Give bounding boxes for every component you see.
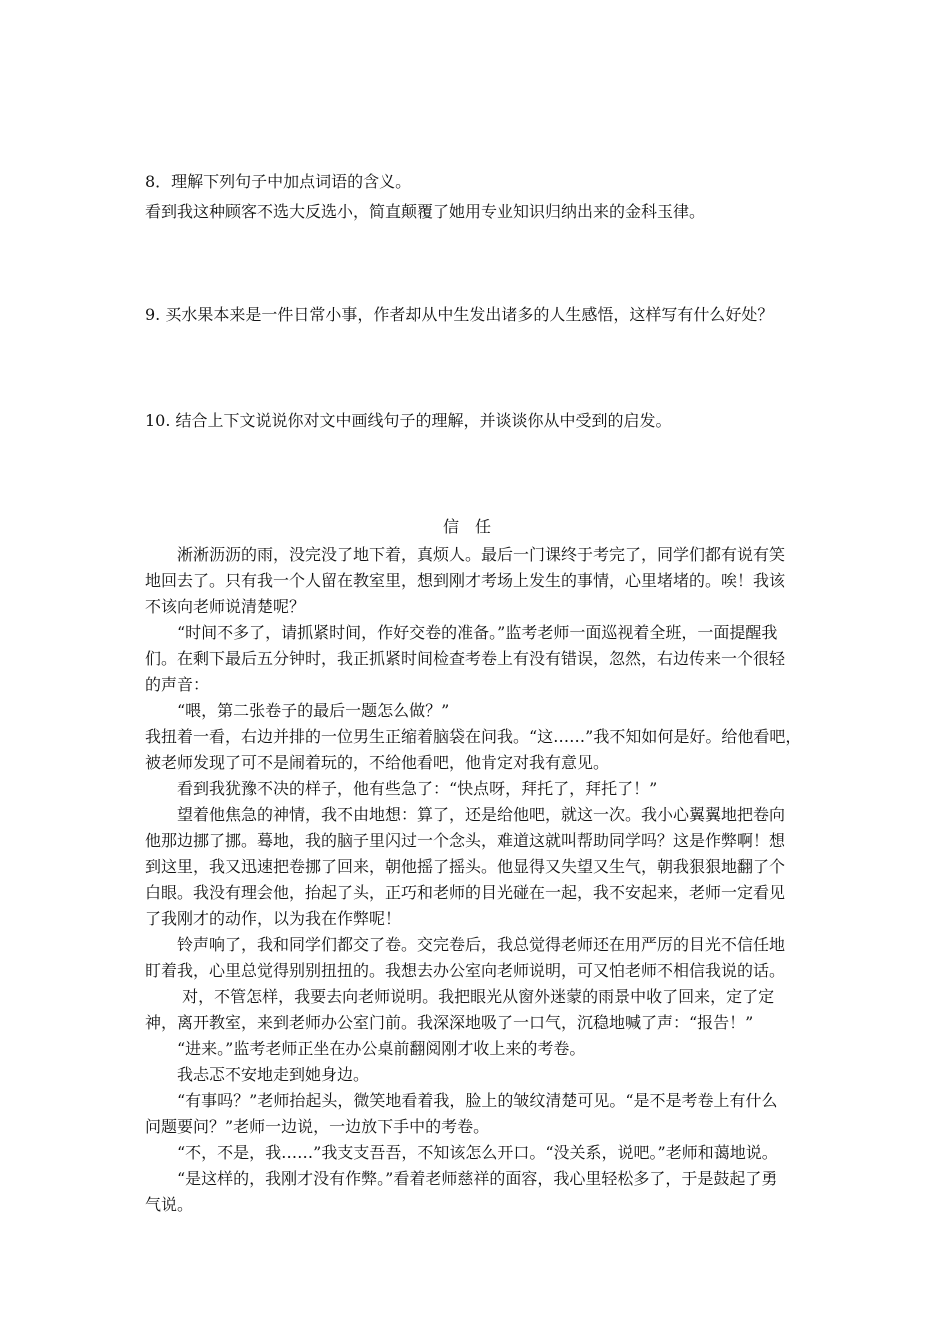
article-line: 盯着我，心里总觉得别别扭扭的。我想去办公室向老师说明，可又怕老师不相信我说的话。	[145, 961, 786, 980]
article-line: “喂，第二张卷子的最后一题怎么做？”	[145, 701, 450, 720]
article-line: 我忐忑不安地走到她身边。	[145, 1065, 370, 1084]
article-line: 白眼。我没有理会他，抬起了头，正巧和老师的目光碰在一起，我不安起来，老师一定看见	[145, 883, 786, 902]
article-line: 到这里，我又迅速把卷挪了回来，朝他摇了摇头。他显得又失望又生气，朝我狠狠地翻了个	[145, 857, 786, 876]
article-line: 他那边挪了挪。蓦地，我的脑子里闪过一个念头，难道这就叫帮助同学吗？这是作弊啊！想	[145, 831, 786, 850]
article-line: 问题要问？”老师一边说，一边放下手中的考卷。	[145, 1117, 490, 1136]
article-line: 望着他焦急的神情，我不由地想：算了，还是给他吧，就这一次。我小心翼翼地把卷向	[145, 805, 786, 824]
article-line: 看到我犹豫不决的样子，他有些急了：“快点呀，拜托了，拜托了！”	[145, 779, 658, 798]
article-line: 不该向老师说清楚呢？	[145, 597, 306, 616]
article-title: 信任	[442, 517, 507, 536]
article-line: 地回去了。只有我一个人留在教室里，想到刚才考场上发生的事情，心里堵堵的。唉！我该	[145, 571, 786, 590]
article-line: 神，离开教室，来到老师办公室门前。我深深地吸了一口气，沉稳地喊了声：“报告！”	[145, 1013, 754, 1032]
article-line: 们。在剩下最后五分钟时，我正抓紧时间检查考卷上有没有错误，忽然，右边传来一个很轻	[145, 649, 786, 668]
article-line: “是这样的，我刚才没有作弊。”看着老师慈祥的面容，我心里轻松多了，于是鼓起了勇	[145, 1169, 778, 1188]
article-line: 淅淅沥沥的雨，没完没了地下着，真烦人。最后一门课终于考完了，同学们都有说有笑	[145, 545, 786, 564]
article-line: 我扭着一看，右边并排的一位男生正缩着脑袋在问我。“这……”我不知如何是好。给他看吧，	[145, 727, 802, 746]
article-line: “有事吗？”老师抬起头，微笑地看着我，脸上的皱纹清楚可见。“是不是考卷上有什么	[145, 1091, 778, 1110]
article-line: 对，不管怎样，我要去向老师说明。我把眼光从窗外迷蒙的雨景中收了回来，定了定	[145, 987, 775, 1006]
article-line: “进来。”监考老师正坐在办公桌前翻阅刚才收上来的考卷。	[145, 1039, 586, 1058]
question-10: 10. 结合上下文说说你对文中画线句子的理解，并谈谈你从中受到的启发。	[145, 411, 672, 430]
article-line: 被老师发现了可不是闹着玩的，不给他看吧，他肯定对我有意见。	[145, 753, 610, 772]
article-line: 了我刚才的动作，以为我在作弊呢！	[145, 909, 402, 928]
article-line: 的声音：	[145, 675, 210, 694]
question-9: 9. 买水果本来是一件日常小事，作者却从中生发出诸多的人生感悟，这样写有什么好处？	[145, 305, 774, 324]
question-8-sentence: 看到我这种顾客不选大反选小，简直颠覆了她用专业知识归纳出来的金科玉律。	[145, 202, 706, 221]
article-line: “时间不多了，请抓紧时间，作好交卷的准备。”监考老师一面巡视着全班，一面提醒我	[145, 623, 778, 642]
article-line: “不，不是，我……”我支支吾吾，不知该怎么开口。“没关系，说吧。”老师和蔼地说。	[145, 1143, 778, 1162]
article-line: 气说。	[145, 1195, 194, 1214]
article-line: 铃声响了，我和同学们都交了卷。交完卷后，我总觉得老师还在用严厉的目光不信任地	[145, 935, 786, 954]
question-8-prompt: 8．理解下列句子中加点词语的含义。	[145, 172, 412, 191]
